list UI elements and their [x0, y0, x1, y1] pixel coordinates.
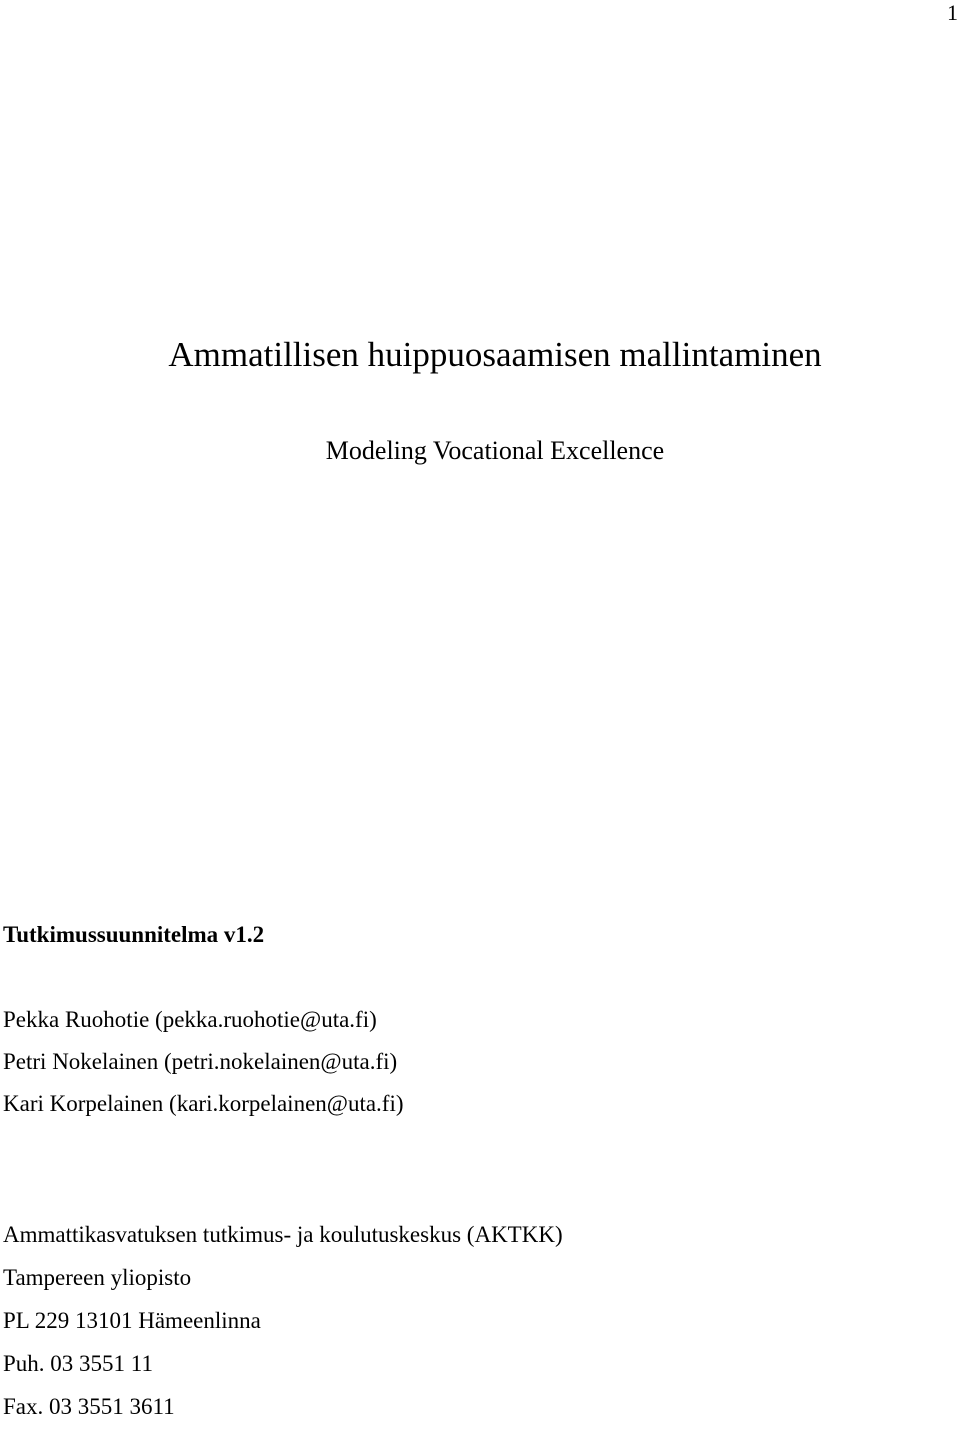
organization-name: Ammattikasvatuksen tutkimus- ja koulutuskeskus (AKTKK) [3, 1222, 563, 1247]
author-line: Pekka Ruohotie (pekka.ruohotie@uta.fi) [3, 1007, 377, 1032]
postal-address: PL 229 13101 Hämeenlinna [3, 1308, 261, 1333]
author-line: Kari Korpelainen (kari.korpelainen@uta.fi) [3, 1091, 404, 1116]
author-line: Petri Nokelainen (petri.nokelainen@uta.fi) [3, 1049, 398, 1074]
document-subtitle: Modeling Vocational Excellence [325, 436, 665, 465]
plan-version-label: Tutkimussuunnitelma v1.2 [3, 922, 265, 947]
page-number: 1 [947, 0, 958, 25]
organization-contact [3, 1220, 563, 1435]
phone-number: Puh. 03 3551 11 [3, 1351, 153, 1376]
fax-number: Fax. 03 3551 3611 [3, 1394, 175, 1419]
author-list [3, 1005, 404, 1131]
university-name: Tampereen yliopisto [3, 1265, 192, 1290]
document-title: Ammatillisen huippuosaamisen mallintaminen [168, 335, 822, 374]
